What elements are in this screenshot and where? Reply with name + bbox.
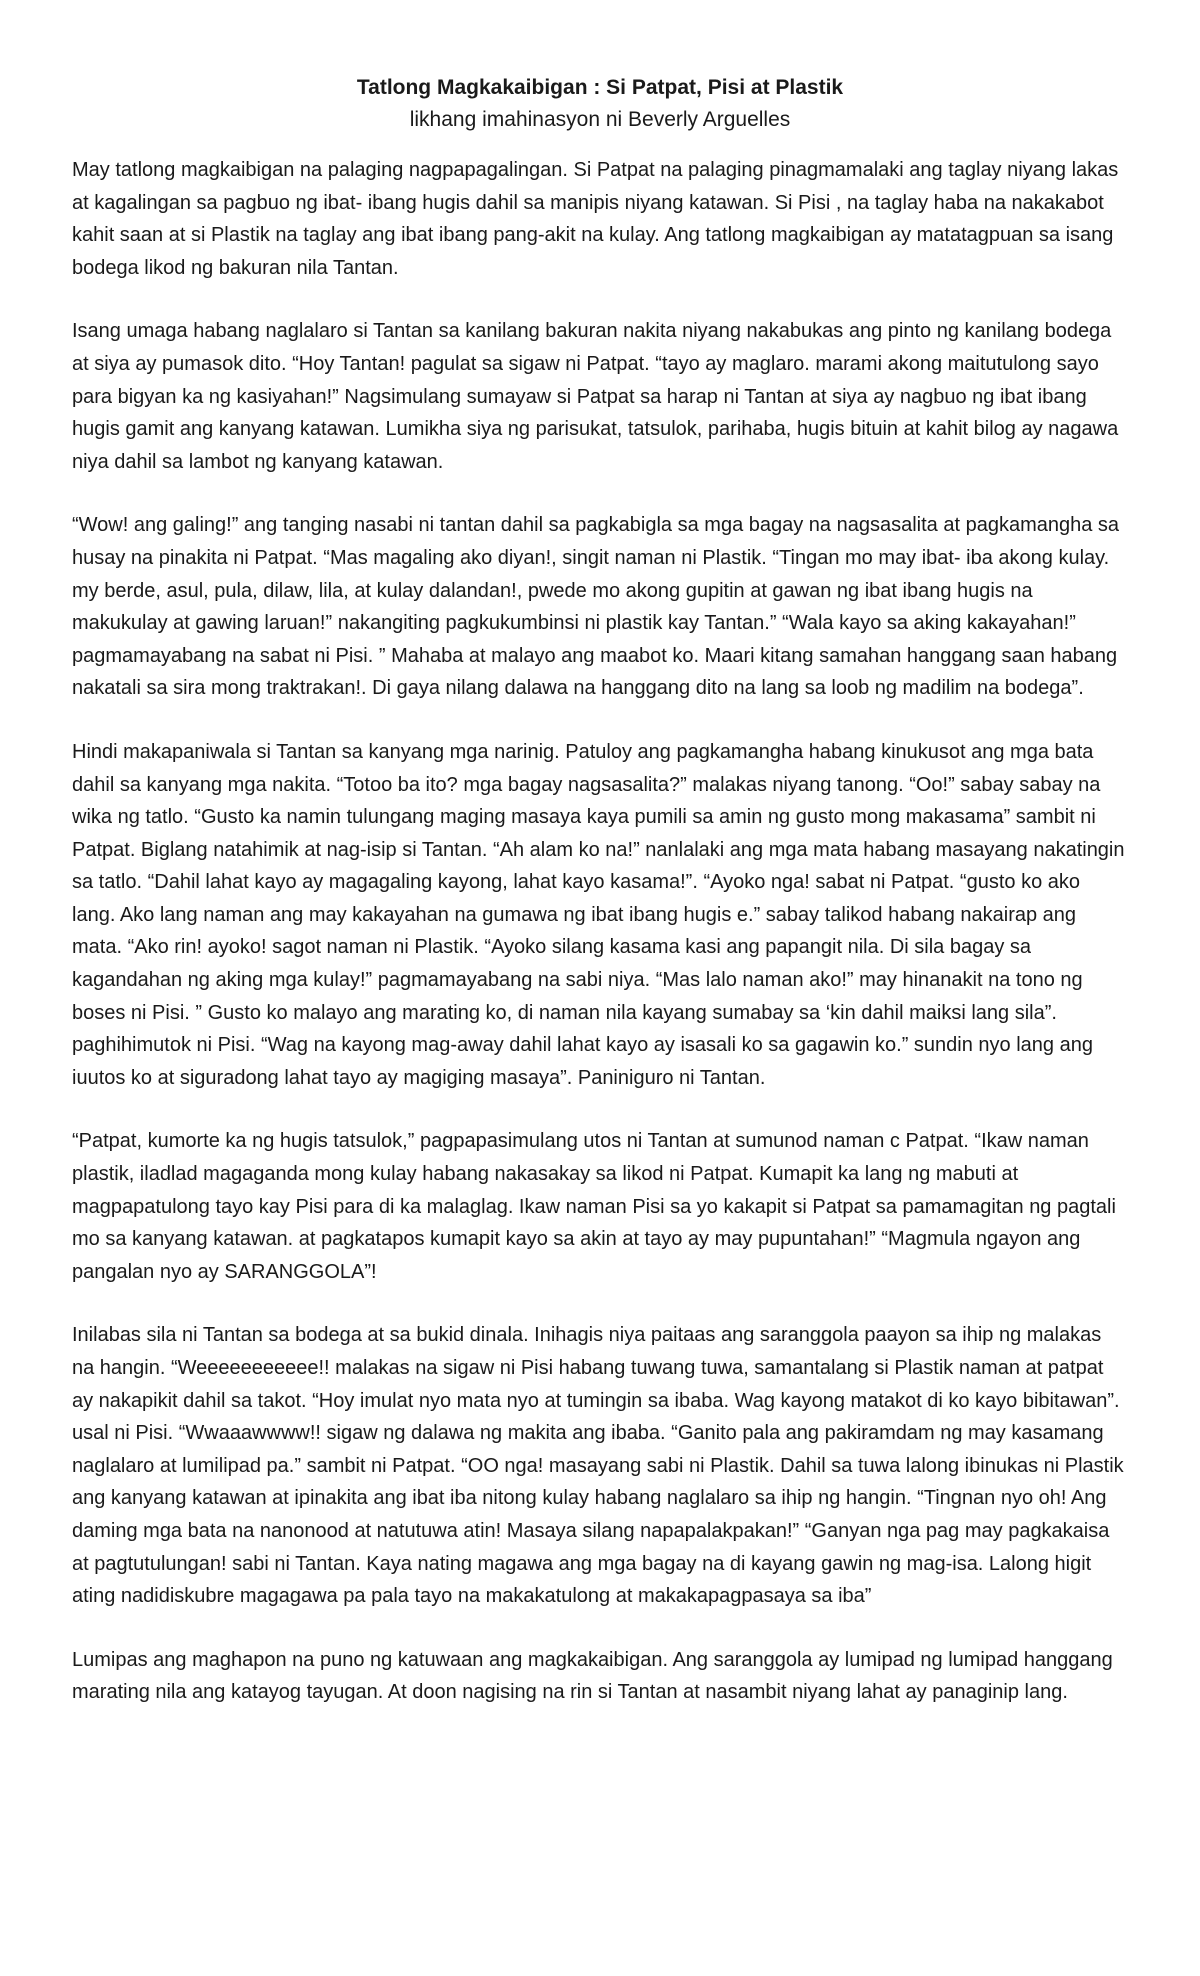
story-title: Tatlong Magkakaibigan : Si Patpat, Pisi at Plastik xyxy=(356,76,844,99)
story-paragraph: Lumipas ang maghapon na puno ng katuwaan ang magkakaibigan. Ang saranggola ay lumipad ng lumipad hanggang marating nila ang katayog tayugan. At doon nagising na rin si Tantan at nasambit niyang lahat ay panaginip lang. xyxy=(72,1648,1113,1704)
story-paragraph: “Wow! ang galing!” ang tanging nasabi ni tantan dahil sa pagkabigla sa mga bagay na nagsasalita at pagkamangha sa husay na pinakita ni Patpat. “Mas magaling ako diyan!, singit naman ni Plastik. “Tingan mo may ibat- iba akong kulay. my berde, asul, pula, dilaw, lila, at kulay dalandan!, pwede mo akong gupitin at gawan ng ibat ibang hugis na makukulay at gawing laruan!” nakangiting pagkukumbinsi ni plastik kay Tantan.” “Wala kayo sa aking kakayahan!” pagmamayabang na sabat ni Pisi. ” Mahaba at malayo ang maabot ko. Maari kitang samahan hanggang saan habang nakatali sa sira mong traktrakan!. Di gaya nilang dalawa na hanggang dito na lang sa loob ng madilim na bodega”. xyxy=(72,514,1120,700)
story-paragraph: Hindi makapaniwala si Tantan sa kanyang mga narinig. Patuloy ang pagkamangha habang kinukusot ang mga bata dahil sa kanyang mga nakita. “Totoo ba ito? mga bagay nagsasalita?” malakas niyang tanong. “Oo!” sabay sabay na wika ng tatlo. “Gusto ka namin tulungang maging masaya kaya pumili sa amin ng gusto mong makasama” sambit ni Patpat. Biglang natahimik at nag-isip si Tantan. “Ah alam ko na!” nanlalaki ang mga mata habang masayang nakatingin sa tatlo. “Dahil lahat kayo ay magagaling kayong, lahat kayo kasama!”. “Ayoko nga! sabat ni Patpat. “gusto ko ako lang. Ako lang naman ang may kakayahan na gumawa ng ibat ibang hugis e.” sabay talikod habang nakairap ang mata. “Ako rin! ayoko! sagot naman ni Plastik. “Ayoko silang kasama kasi ang papangit nila. Di sila bagay sa kagandahan ng aking mga kulay!” pagmamayabang na sabi niya. “Mas lalo naman ako!” may hinanakit na tono ng boses ni Pisi. ” Gusto ko malayo ang marating ko, di naman nila kayang sumabay sa ‘kin dahil maiksi lang sila”. paghihimutok ni Pisi. “Wag na kayong mag-away dahil lahat kayo ay isasali ko sa gagawin ko.” sundin nyo lang ang iuutos ko at siguradong lahat tayo ay magiging masaya”. Paniniguro ni Tantan. xyxy=(72,740,1125,1089)
story-paragraph: May tatlong magkaibigan na palaging nagpapagalingan. Si Patpat na palaging pinagmamalaki ang taglay niyang lakas at kagalingan sa pagbuo ng ibat- ibang hugis dahil sa manipis niyang katawan. Si Pisi , na taglay haba na nakakabot kahit saan at si Plastik na taglay ang ibat ibang pang-akit na kulay. Ang tatlong magkaibigan ay matatagpuan sa isang bodega likod ng bakuran nila Tantan. xyxy=(72,159,1119,279)
story-paragraph: Isang umaga habang naglalaro si Tantan sa kanilang bakuran nakita niyang nakabukas ang pinto ng kanilang bodega at siya ay pumasok dito. “Hoy Tantan! pagulat sa sigaw ni Patpat. “tayo ay maglaro. marami akong maitutulong sayo para bigyan ka ng kasiyahan!” Nagsimulang sumayaw si Patpat sa harap ni Tantan at siya ay nagbuo ng ibat ibang hugis gamit ang kanyang katawan. Lumikha siya ng parisukat, tatsulok, parihaba, hugis bituin at kahit bilog ay nagawa niya dahil sa lambot ng kanyang katawan. xyxy=(72,320,1119,473)
story-author-line: likhang imahinasyon ni Beverly Arguelles xyxy=(409,108,791,131)
story-paragraph: “Patpat, kumorte ka ng hugis tatsulok,” pagpapasimulang utos ni Tantan at sumunod naman c Patpat. “Ikaw naman plastik, iladlad magaganda mong kulay habang nakasakay sa likod ni Patpat. Kumapit ka lang ng mabuti at magpapatulong tayo kay Pisi para di ka malaglag. Ikaw naman Pisi sa yo kakapit si Patpat sa pamamagitan ng pagtali mo sa kanyang katawan. at pagkatapos kumapit kayo sa akin at tayo ay may pupuntahan!” “Magmula ngayon ang pangalan nyo ay SARANGGOLA”! xyxy=(72,1130,1116,1283)
story-body xyxy=(72,154,1128,1709)
story-paragraph: Inilabas sila ni Tantan sa bodega at sa bukid dinala. Inihagis niya paitaas ang saranggola paayon sa ihip ng malakas na hangin. “Weeeeeeeeeee!! malakas na sigaw ni Pisi habang tuwang tuwa, samantalang si Plastik naman at patpat ay nakapikit dahil sa takot. “Hoy imulat nyo mata nyo at tumingin sa ibaba. Wag kayong matakot di ko kayo bibitawan”. usal ni Pisi. “Wwaaawwww!! sigaw ng dalawa ng makita ang ibaba. “Ganito pala ang pakiramdam ng may kasamang naglalaro at lumilipad pa.” sambit ni Patpat. “OO nga! masayang sabi ni Plastik. Dahil sa tuwa lalong ibinukas ni Plastik ang kanyang katawan at ipinakita ang ibat iba nitong kulay habang naglalaro sa ihip ng hangin. “Tingnan nyo oh! Ang daming mga bata na nanonood at natutuwa atin! Masaya silang napapalakpakan!” “Ganyan nga pag may pagkakaisa at pagtutulungan! sabi ni Tantan. Kaya nating magawa ang mga bagay na di kayang gawin ng mag-isa. Lalong higit ating nadidiskubre magagawa pa pala tayo na makakatulong at makakapagpasaya sa iba” xyxy=(72,1324,1124,1608)
